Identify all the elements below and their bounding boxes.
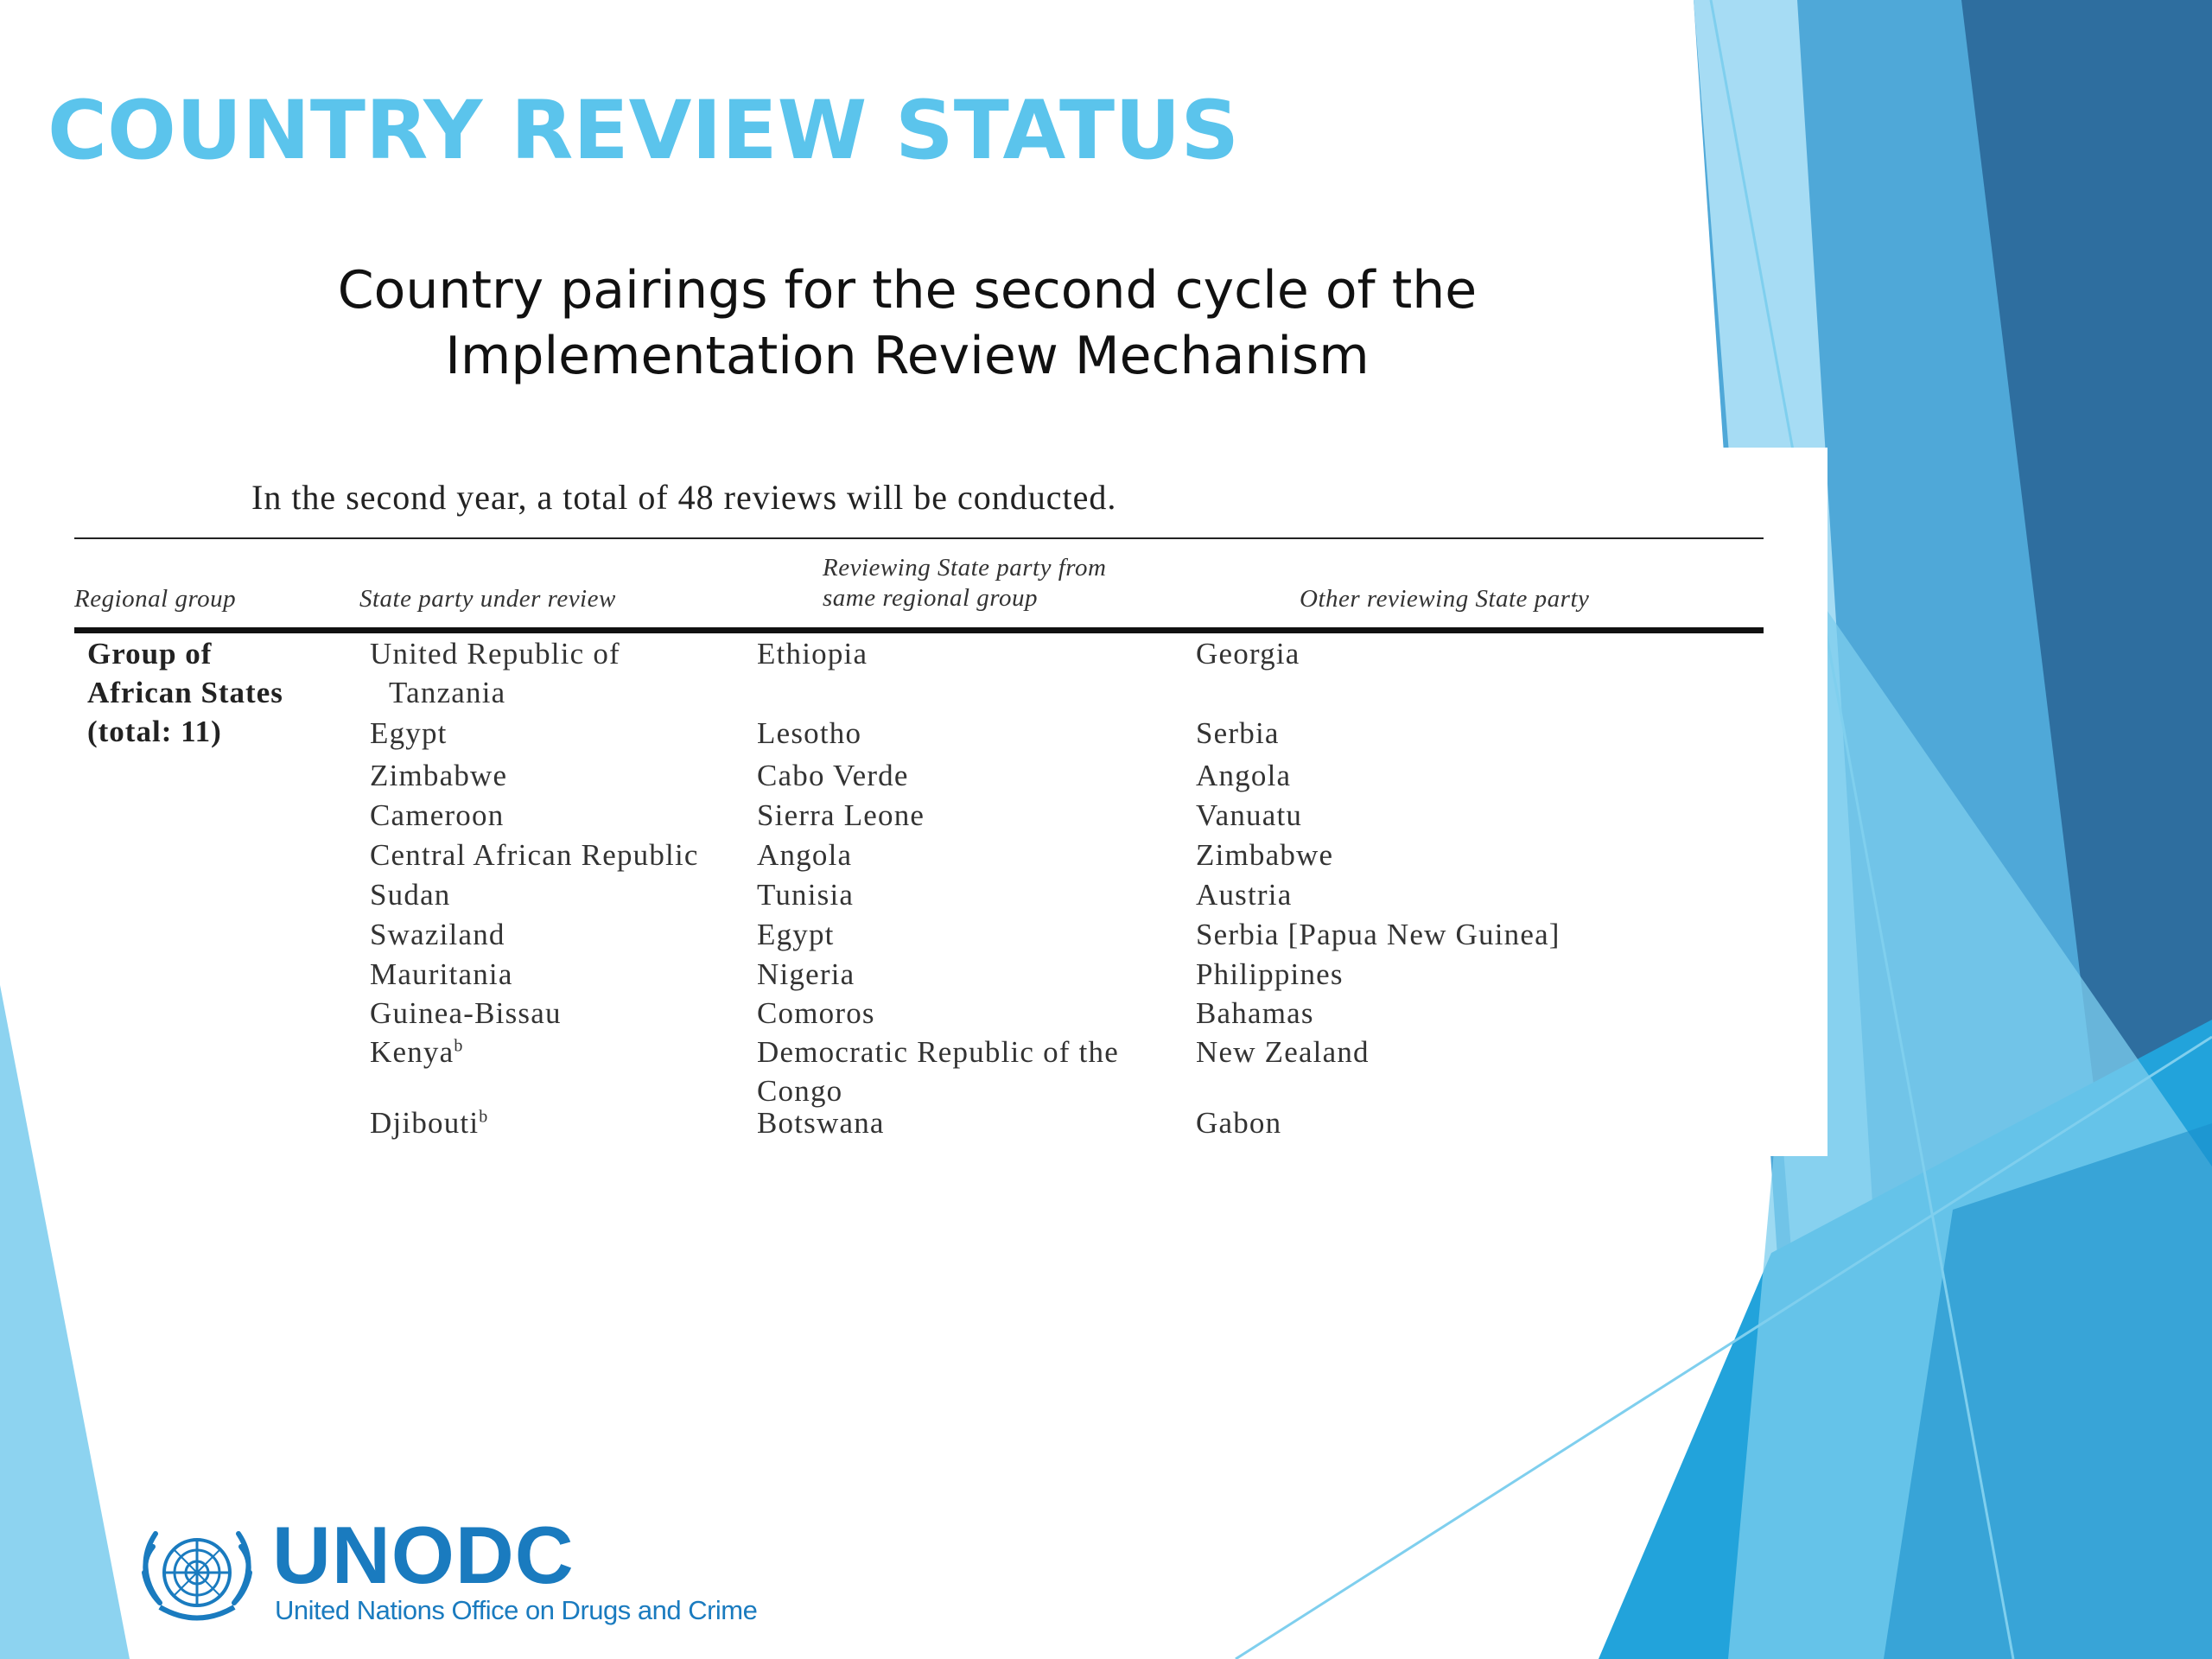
other-reviewing: Bahamas — [1196, 996, 1314, 1030]
other-reviewing: Zimbabwe — [1196, 838, 1334, 872]
table-header-rule — [74, 627, 1764, 633]
slide-title: COUNTRY REVIEW STATUS — [48, 84, 1240, 178]
state-under-review: Guinea-Bissau — [370, 996, 562, 1030]
reviewing-same-group: Tunisia — [757, 878, 855, 912]
state-under-review: Cameroon — [370, 798, 505, 832]
table-row — [74, 756, 1764, 796]
table-row — [74, 1033, 1764, 1108]
un-emblem-icon — [134, 1521, 260, 1630]
table-row — [74, 875, 1764, 915]
state-under-review: Kenya$^b$ — [370, 1035, 464, 1069]
state-under-review: Zimbabwe — [370, 759, 508, 792]
reviewing-same-group: Lesotho — [757, 716, 862, 750]
header-state-party: State party under review — [359, 585, 616, 613]
other-reviewing: Serbia — [1196, 716, 1280, 750]
other-reviewing: Vanuatu — [1196, 798, 1303, 832]
subtitle-line-2: Implementation Review Mechanism — [445, 326, 1370, 386]
other-reviewing: Gabon — [1196, 1106, 1282, 1140]
table-row — [74, 796, 1764, 836]
header-reviewing-same-line-2: same regional group — [823, 584, 1039, 612]
reviewing-same-group: Botswana — [757, 1106, 885, 1140]
other-reviewing: New Zealand — [1196, 1035, 1370, 1069]
group-label-line-1: Group of — [87, 637, 213, 671]
left-corner-shape — [0, 985, 130, 1659]
other-reviewing: Angola — [1196, 759, 1292, 792]
table-row — [74, 915, 1764, 955]
header-regional-group: Regional group — [74, 585, 237, 613]
group-label-line-3: (total: 11) — [87, 715, 222, 748]
slide-subtitle — [259, 257, 1555, 389]
other-reviewing: Austria — [1196, 878, 1293, 912]
reviewing-same-group: Democratic Republic of the Congo — [757, 1035, 1119, 1108]
reviewing-same-group: Angola — [757, 838, 853, 872]
state-under-review: Central African Republic — [370, 838, 699, 872]
state-under-review: Djibouti$^b$ — [370, 1106, 489, 1140]
table-row — [74, 1103, 1764, 1143]
reviewing-same-group: Nigeria — [757, 957, 855, 991]
state-under-review: Mauritania — [370, 957, 513, 991]
reviewing-same-group: Cabo Verde — [757, 759, 909, 792]
header-reviewing-same-group — [823, 553, 1106, 613]
reviewing-same-group: Egypt — [757, 918, 835, 951]
subtitle-line-1: Country pairings for the second cycle of the — [337, 260, 1478, 321]
other-reviewing: Serbia [Papua New Guinea] — [1196, 918, 1560, 951]
state-under-review: Egypt — [370, 716, 448, 750]
logo-subtitle: United Nations Office on Drugs and Crime — [275, 1595, 758, 1625]
header-reviewing-same-line-1: Reviewing State party from — [823, 554, 1107, 582]
table-row — [74, 994, 1764, 1033]
reviewing-same-group: Sierra Leone — [757, 798, 925, 832]
table-row — [74, 836, 1764, 875]
reviewing-same-group: Ethiopia — [757, 637, 868, 671]
table-top-rule — [74, 537, 1764, 539]
header-other-reviewing: Other reviewing State party — [1300, 585, 1590, 613]
state-under-review: Swaziland — [370, 918, 505, 951]
other-reviewing: Georgia — [1196, 637, 1300, 671]
logo-name: UNODC — [272, 1510, 575, 1600]
group-label-line-2: African States — [87, 676, 283, 709]
table-row — [74, 955, 1764, 995]
state-under-review: Sudan — [370, 878, 451, 912]
intro-text: In the second year, a total of 48 reviews will be conducted. — [251, 478, 1117, 517]
reviewing-same-group: Comoros — [757, 996, 875, 1030]
unodc-logo — [134, 1510, 782, 1633]
footnote-marker: b — [479, 1107, 489, 1127]
table-row — [74, 714, 1764, 753]
footnote-marker: b — [454, 1036, 464, 1056]
other-reviewing: Philippines — [1196, 957, 1344, 991]
state-under-review: United Republic of Tanzania — [370, 637, 620, 709]
